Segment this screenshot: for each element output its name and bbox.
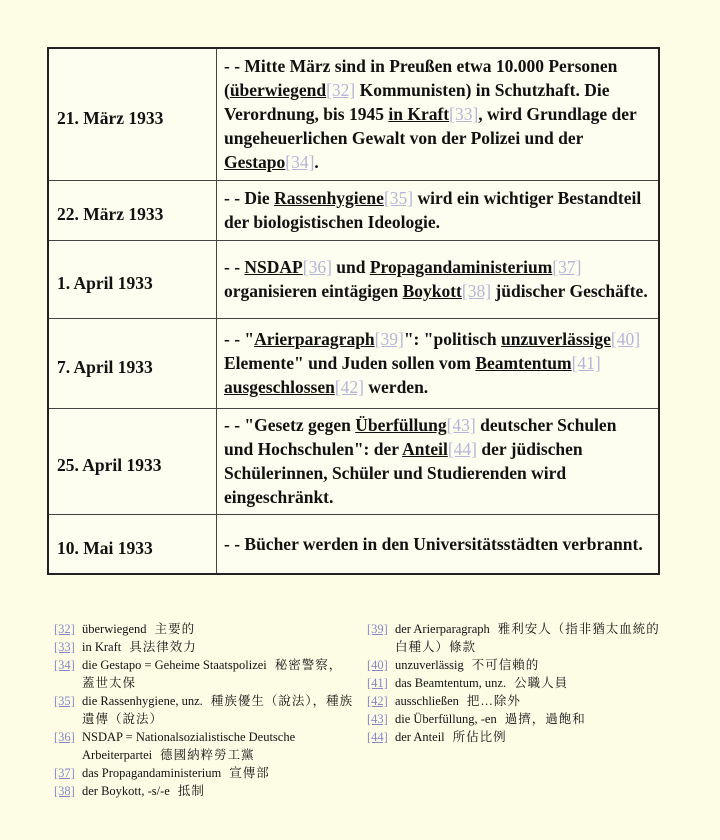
footnote-term: das Beamtentum, unz. (395, 676, 507, 690)
event-text-fragment: jüdischer Geschäfte. (491, 281, 648, 301)
footnotes-right (367, 620, 667, 746)
event-text-fragment: und (331, 257, 370, 277)
event-text-fragment: . (314, 152, 319, 173)
vocabulary-term: Anteil (402, 439, 448, 459)
timeline-row (48, 514, 659, 574)
footnote-translation: 秘密警察，蓋世太保 (82, 658, 343, 690)
vocabulary-term: Gestapo (224, 152, 286, 173)
row-event-text (217, 408, 660, 514)
footnote (54, 764, 354, 782)
timeline-table (47, 47, 660, 575)
vocabulary-term: Arierparagraph (254, 329, 375, 349)
footnote-translation: 德國納粹勞工黨 (160, 748, 255, 762)
event-text-fragment: wird ein wichtiger Bestandteil der biologistischen Ideologie. (224, 188, 642, 232)
footnote-number[interactable]: [33] (54, 640, 75, 654)
footnote-translation: 具法律效力 (129, 640, 197, 654)
footnote (54, 656, 354, 692)
footnote-translation: 把…除外 (466, 694, 521, 708)
footnote-number[interactable]: [36] (54, 730, 75, 744)
footnote (54, 620, 354, 638)
timeline-row (48, 240, 659, 318)
event-text-fragment: - - (224, 257, 245, 277)
event-text-fragment: - - "Gesetz gegen (224, 415, 356, 435)
footnote-number[interactable]: [34] (54, 658, 75, 672)
footnote (54, 638, 354, 656)
event-text-fragment: organisieren eintägigen (224, 281, 403, 301)
timeline-row (48, 408, 659, 514)
footnote-link[interactable]: [40] (610, 329, 641, 349)
footnote (54, 782, 354, 800)
footnote-number[interactable]: [43] (367, 712, 388, 726)
footnote-number[interactable]: [39] (367, 622, 388, 636)
row-event-text (217, 318, 660, 408)
footnote-translation: 抵制 (177, 784, 205, 798)
event-text-fragment: - - Die (224, 188, 275, 208)
footnote (367, 728, 667, 746)
footnote-term: überwiegend (82, 622, 147, 636)
footnote-translation: 不可信賴的 (471, 658, 540, 672)
row-date: 25. April 1933 (48, 408, 217, 514)
footnote (367, 620, 667, 656)
row-event-text (217, 48, 660, 180)
vocabulary-term: ausgeschlossen (224, 377, 335, 397)
footnote (367, 710, 667, 728)
event-text-fragment: - - Bücher werden in den Universitätsstädten verbrannt. (224, 533, 643, 554)
footnote (54, 728, 354, 764)
footnote-term: der Anteil (395, 730, 445, 744)
row-date: 10. Mai 1933 (48, 514, 217, 574)
event-text-fragment: ": "politisch (403, 329, 502, 349)
vocabulary-term: Beamtentum (475, 353, 572, 373)
footnote-term: die Rassenhygiene, unz. (82, 694, 203, 708)
event-text-fragment: - - Mitte März sind in Preußen etwa 10.000 Personen ( (224, 56, 618, 101)
footnote-link[interactable]: [42] (334, 377, 365, 397)
footnote-translation: 雅利安人（指非猶太血統的白種人）條款 (395, 622, 660, 654)
row-date: 1. April 1933 (48, 240, 217, 318)
footnote-term: der Boykott, -s/-e (82, 784, 170, 798)
footnote-translation: 公職人員 (514, 676, 569, 690)
footnote-number[interactable]: [32] (54, 622, 75, 636)
footnote (54, 692, 354, 728)
footnote-term: ausschließen (395, 694, 459, 708)
footnote-link[interactable]: [38] (461, 281, 492, 301)
vocabulary-term: Boykott (402, 281, 462, 301)
vocabulary-term: NSDAP (244, 257, 303, 277)
event-text-fragment: , wird Grundlage der ungeheuerlichen Gewalt von der Polizei und der (224, 104, 637, 149)
vocabulary-term: überwiegend (229, 80, 327, 101)
footnote-link[interactable]: [43] (446, 415, 476, 435)
event-text-fragment: deutscher Schulen und Hochschulen": der (224, 415, 617, 459)
footnote-number[interactable]: [35] (54, 694, 75, 708)
footnote-link[interactable]: [32] (326, 80, 356, 101)
timeline-row (48, 180, 659, 240)
row-date: 7. April 1933 (48, 318, 217, 408)
row-date: 21. März 1933 (48, 48, 217, 180)
footnote-link[interactable]: [34] (285, 152, 315, 173)
row-date: 22. März 1933 (48, 180, 217, 240)
footnote-number[interactable]: [44] (367, 730, 388, 744)
event-text-fragment: werden. (364, 377, 429, 397)
footnotes-left (54, 620, 354, 800)
footnote-term: in Kraft (82, 640, 122, 654)
vocabulary-term: Rassenhygiene (274, 188, 384, 208)
vocabulary-term: Propagandaministerium (369, 257, 553, 277)
row-event-text (217, 180, 660, 240)
footnote-term: der Arierparagraph (395, 622, 490, 636)
footnote-link[interactable]: [36] (302, 257, 332, 277)
event-text-fragment: - - " (224, 329, 255, 349)
footnote-term: die Gestapo = Geheime Staatspolizei (82, 658, 267, 672)
footnote-translation: 所佔比例 (452, 730, 507, 744)
row-event-text (217, 240, 660, 318)
footnote-term: die Überfüllung, -en (395, 712, 497, 726)
footnote-term: das Propagandaministerium (82, 766, 222, 780)
footnote (367, 674, 667, 692)
footnote (367, 656, 667, 674)
footnote-link[interactable]: [33] (449, 104, 479, 125)
footnote-number[interactable]: [42] (367, 694, 388, 708)
footnote-link[interactable]: [37] (552, 257, 582, 277)
footnote-translation: 主要的 (154, 622, 196, 636)
footnote-link[interactable]: [35] (383, 188, 414, 208)
footnote (367, 692, 667, 710)
footnote-number[interactable]: [38] (54, 784, 75, 798)
footnote-number[interactable]: [40] (367, 658, 388, 672)
footnote-translation: 過擠，過飽和 (504, 712, 586, 726)
event-text-fragment: Kommunisten) in Schutzhaft. Die Verordnung, bis 1945 (224, 80, 610, 125)
row-event-text (217, 514, 660, 574)
footnote-translation: 種族優生（說法），種族遺傳（說法） (82, 694, 354, 726)
footnote-link[interactable]: [44] (447, 439, 477, 459)
footnote-link[interactable]: [39] (374, 329, 404, 349)
footnote-term: unzuverlässig (395, 658, 464, 672)
timeline-row (48, 318, 659, 408)
footnote-link[interactable]: [41] (571, 353, 601, 373)
event-text-fragment: Elemente" und Juden sollen vom (224, 353, 476, 373)
event-text-fragment: der jüdischen Schülerinnen, Schüler und Studierenden wird eingeschränkt. (224, 439, 583, 507)
footnote-number[interactable]: [41] (367, 676, 388, 690)
footnote-term: NSDAP = Nationalsozialistische Deutsche Arbeiterpartei (82, 730, 296, 762)
timeline-row (48, 48, 659, 180)
vocabulary-term: unzuverlässige (501, 329, 611, 349)
footnote-translation: 宣傳部 (229, 766, 270, 780)
vocabulary-term: in Kraft (388, 104, 450, 125)
footnote-number[interactable]: [37] (54, 766, 75, 780)
vocabulary-term: Überfüllung (355, 415, 447, 435)
